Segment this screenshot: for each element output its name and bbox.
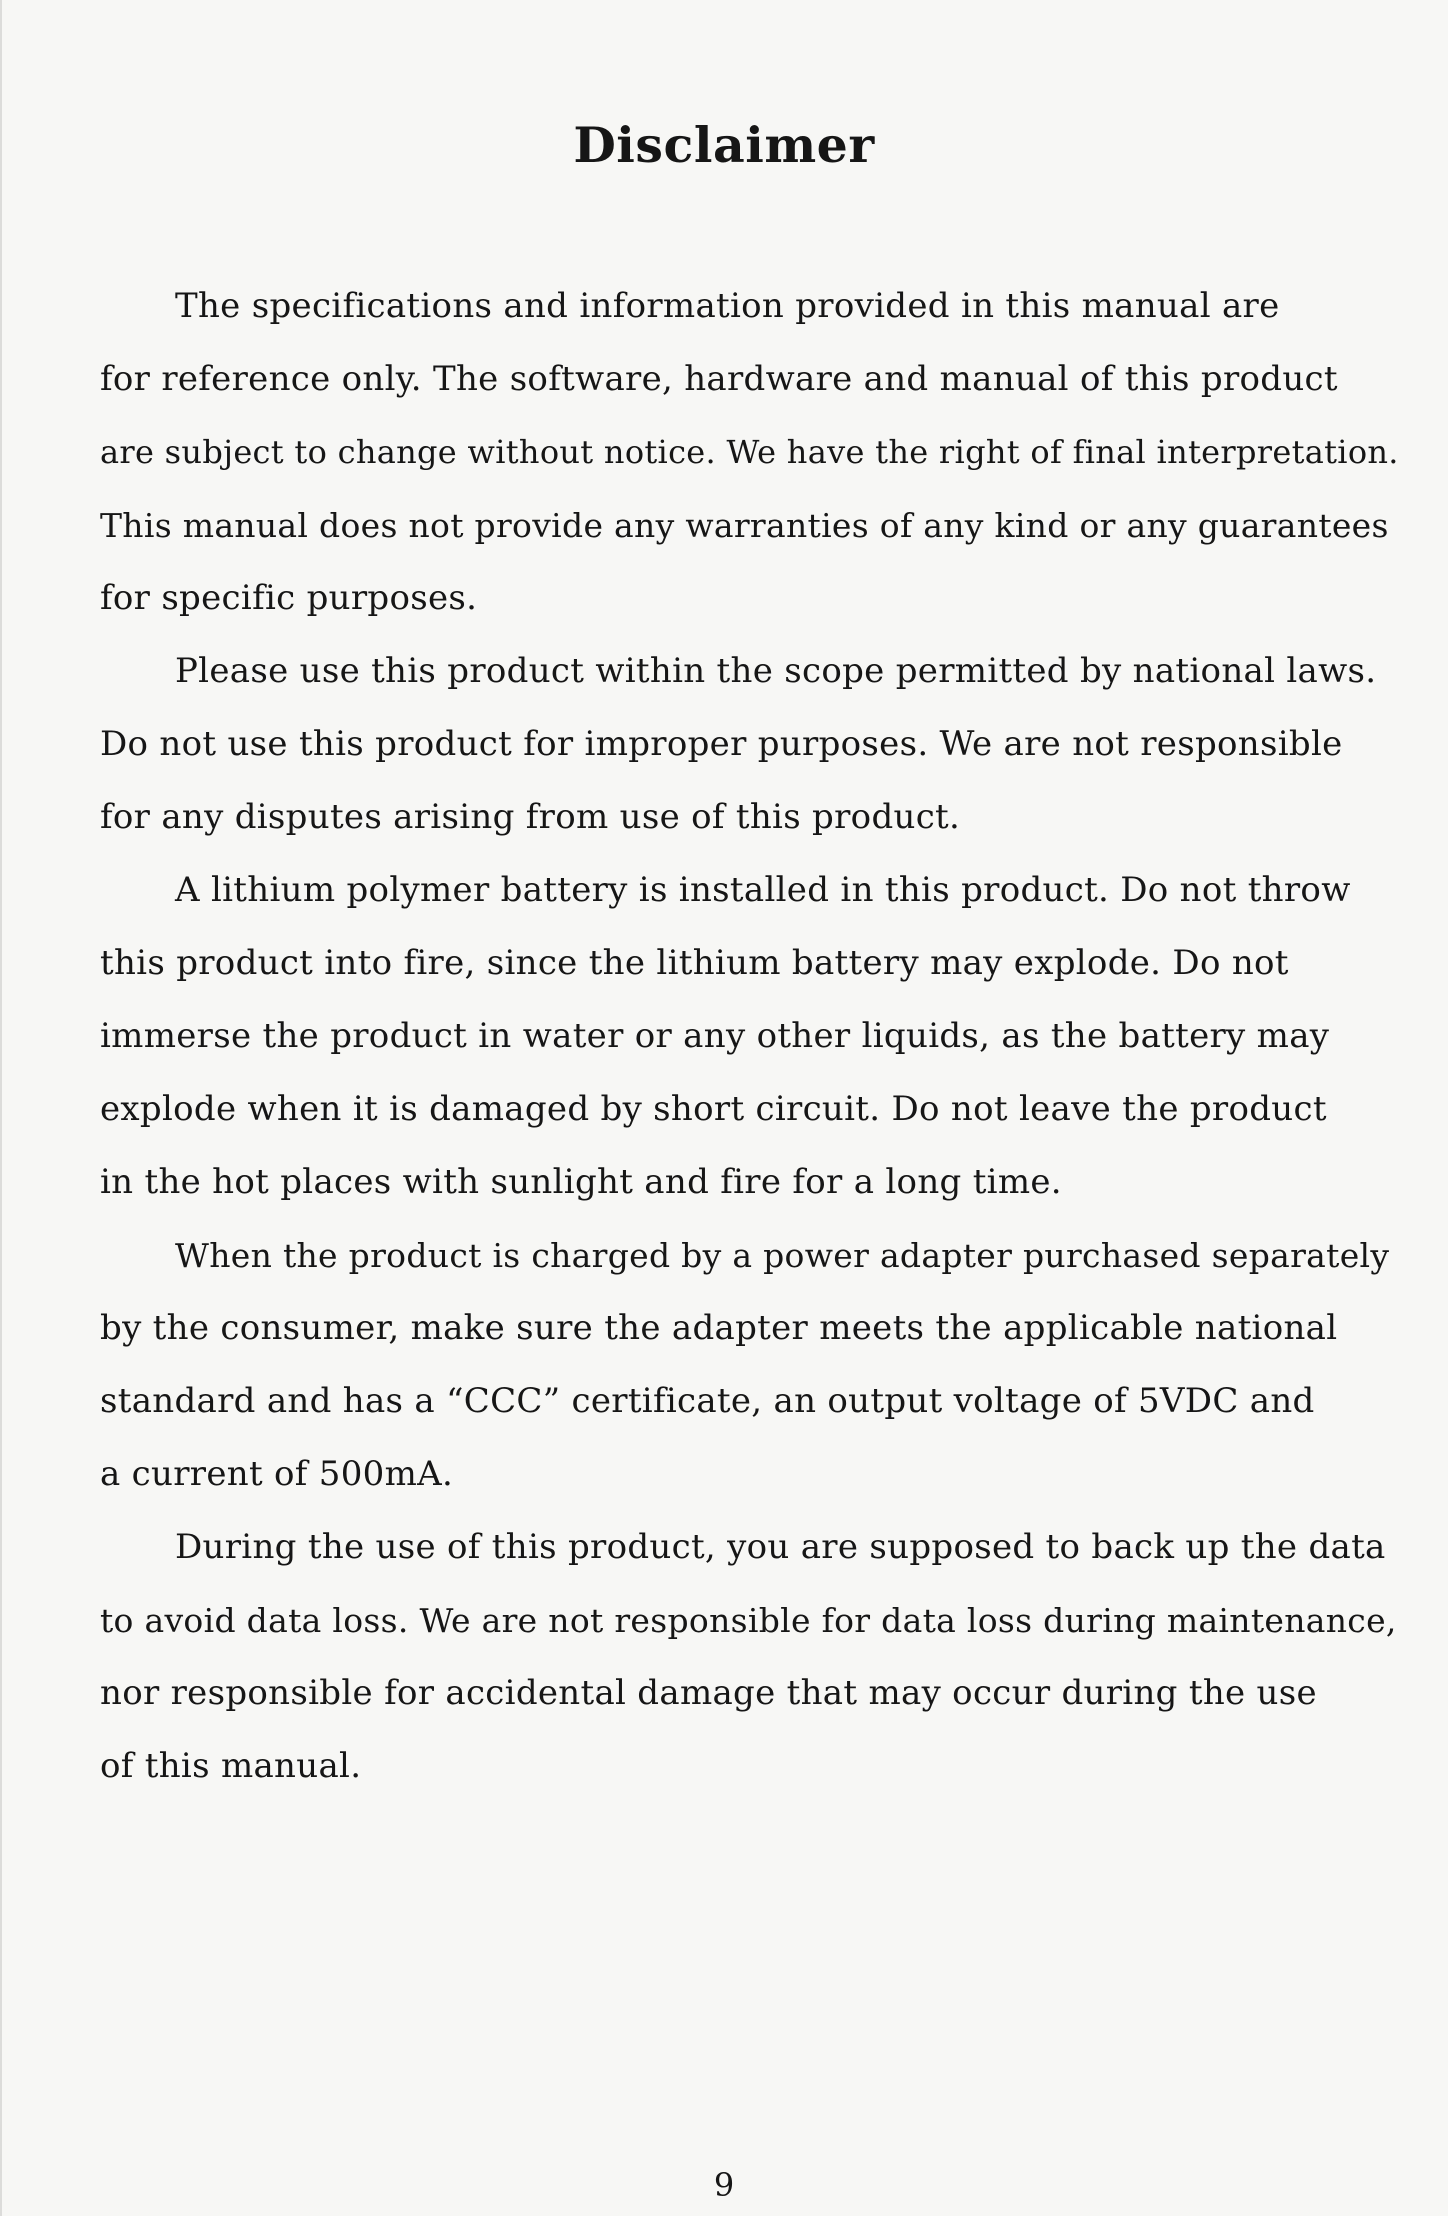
text-line: this product into fire, since the lithium battery may explode. Do not xyxy=(100,943,1289,983)
text-line: explode when it is damaged by short circuit. Do not leave the product xyxy=(100,1089,1327,1129)
text-line: for specific purposes. xyxy=(100,578,478,618)
text-line: Do not use this product for improper purposes. We are not responsible xyxy=(100,724,1343,764)
page-number: 9 xyxy=(713,2166,735,2204)
text-line: in the hot places with sunlight and fire for a long time. xyxy=(100,1162,1062,1202)
text-line: a current of 500mA. xyxy=(100,1454,454,1494)
text-line: to avoid data loss. We are not responsible for data loss during maintenance, xyxy=(100,1601,1397,1640)
text-line: for any disputes arising from use of this product. xyxy=(100,797,961,837)
disclaimer-body xyxy=(100,270,1405,1803)
text-line: During the use of this product, you are supposed to back up the data xyxy=(175,1527,1386,1567)
text-line: standard and has a “CCC” certificate, an output voltage of 5VDC and xyxy=(100,1381,1315,1421)
text-line: are subject to change without notice. We have the right of final interpretation. xyxy=(100,433,1399,471)
text-line: of this manual. xyxy=(100,1746,362,1786)
text-line: by the consumer, make sure the adapter meets the applicable national xyxy=(100,1308,1338,1348)
text-line: A lithium polymer battery is installed in this product. Do not throw xyxy=(175,870,1351,910)
text-line: When the product is charged by a power adapter purchased separately xyxy=(175,1236,1390,1275)
text-line: This manual does not provide any warranties of any kind or any guarantees xyxy=(100,506,1389,545)
text-line: nor responsible for accidental damage that may occur during the use xyxy=(100,1673,1317,1713)
page-title: Disclaimer xyxy=(573,116,875,174)
text-line: for reference only. The software, hardware and manual of this product xyxy=(100,359,1338,399)
text-line: immerse the product in water or any other liquids, as the battery may xyxy=(100,1016,1330,1056)
text-line: Please use this product within the scope permitted by national laws. xyxy=(175,651,1377,691)
page-edge-shadow xyxy=(0,0,2,2216)
text-line: The specifications and information provided in this manual are xyxy=(175,286,1280,326)
